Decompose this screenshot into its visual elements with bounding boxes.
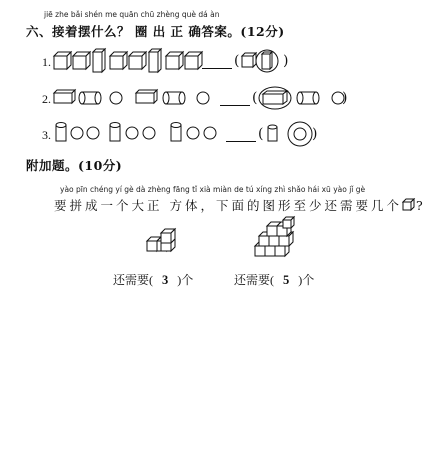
answer2-suffix: )个 — [298, 273, 315, 287]
answer1-prefix: 还需要( — [113, 273, 153, 287]
sphere-shape — [126, 127, 138, 139]
row2-label: 2. — [42, 92, 51, 106]
sphere-shape — [143, 127, 155, 139]
answer1-value[interactable]: 3 — [162, 273, 169, 287]
option-cube[interactable] — [242, 53, 256, 67]
upright-cylinder-shape — [171, 123, 181, 142]
cuboid-shape — [54, 90, 75, 103]
row2-shapes — [52, 86, 222, 110]
option-sphere-circled[interactable] — [288, 122, 312, 146]
answer1-suffix: )个 — [177, 273, 194, 287]
cube-stack-figure-2 — [253, 216, 299, 260]
section6-pinyin: jiē zhe bǎi shén me quān chū zhèng què dá àn — [44, 10, 220, 19]
tall-prism-shape — [149, 49, 161, 72]
answer2-prefix: 还需要( — [234, 273, 274, 287]
bonus-pinyin: yào pīn chéng yí gè dà zhèng fāng tǐ xià miàn de tú xíng zhì shǎo hái xū yào jǐ gè — [60, 185, 366, 194]
sphere-shape — [71, 127, 83, 139]
cube-shape — [73, 52, 90, 69]
sphere-shape — [87, 127, 99, 139]
upright-cylinder-shape — [56, 123, 66, 142]
sphere-shape — [187, 127, 199, 139]
row3-shapes — [52, 120, 222, 146]
option-cuboid-circled[interactable] — [259, 87, 291, 109]
cylinder-shape — [163, 92, 185, 104]
row1-open-paren: ( — [234, 53, 240, 69]
bonus-title: 附加题。(10分) — [26, 158, 123, 173]
row1-close-paren: ) — [283, 53, 289, 69]
row3-open-paren: ( — [258, 126, 264, 142]
option-upright-cylinder[interactable] — [268, 125, 277, 141]
row2-options — [258, 84, 348, 112]
row3-close-paren: ) — [312, 126, 318, 142]
sphere-shape — [197, 92, 209, 104]
row3-options — [265, 120, 318, 148]
bonus-question: 要拼成一个大正 方体，下面的图形至少还需要几个 ? — [54, 198, 423, 213]
option-cylinder[interactable] — [297, 92, 319, 104]
bonus-answer-1 — [113, 271, 193, 288]
tall-prism-shape — [93, 49, 105, 72]
small-cube-icon — [402, 198, 416, 211]
cube-shape — [166, 52, 183, 69]
cuboid-shape — [136, 90, 157, 103]
cube-shape — [185, 52, 202, 69]
bonus-answer-2 — [234, 271, 314, 288]
section6-title: 六、接着摆什么？ 圈 出 正 确答案。(12分) — [26, 24, 285, 39]
bonus-question-text: 要拼成一个大正 方体，下面的图形至少还需要几个 — [54, 198, 402, 213]
option-tall-prism-circled[interactable] — [256, 50, 278, 72]
answer2-value[interactable]: 5 — [283, 273, 290, 287]
row1-label: 1. — [42, 55, 51, 69]
sphere-shape — [110, 92, 122, 104]
row1-options — [240, 47, 289, 77]
row2-close-paren: ) — [342, 90, 348, 106]
sphere-shape — [204, 127, 216, 139]
upright-cylinder-shape — [110, 123, 120, 142]
cube-shape — [129, 52, 146, 69]
row2-answer-blank[interactable] — [220, 105, 250, 106]
row3-answer-blank[interactable] — [226, 141, 256, 142]
cube-stack-figure-1 — [145, 227, 179, 257]
row1-answer-blank[interactable] — [202, 68, 232, 69]
unit-cube — [283, 217, 294, 228]
cube-shape — [54, 52, 71, 69]
cylinder-shape — [79, 92, 101, 104]
cube-shape — [110, 52, 127, 69]
row2-open-paren: ( — [252, 90, 258, 106]
row3-label: 3. — [42, 128, 51, 142]
